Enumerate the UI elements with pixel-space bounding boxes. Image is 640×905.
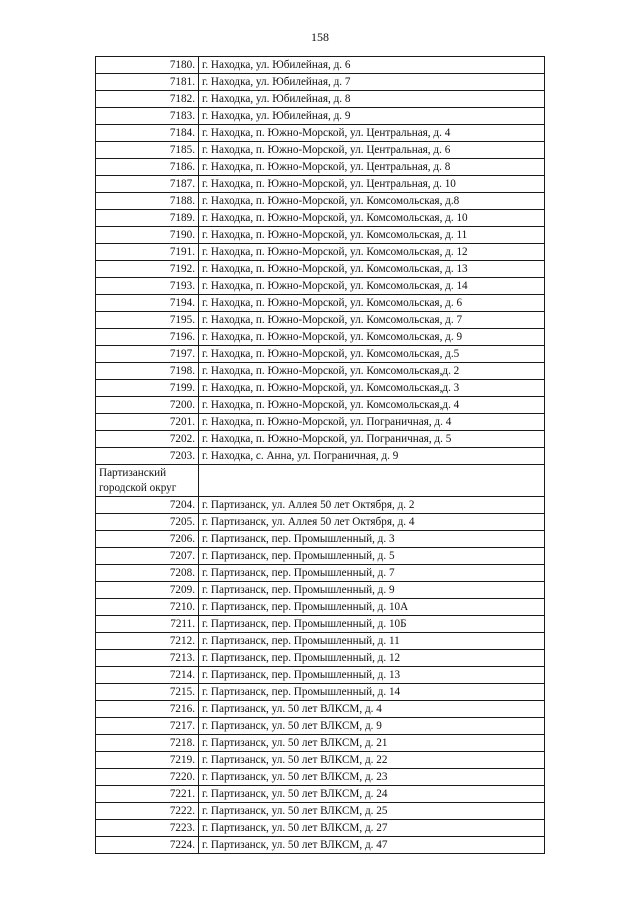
row-number: 7186. <box>96 159 199 176</box>
row-address: г. Находка, п. Южно-Морской, ул. Комсомольская, д.5 <box>199 346 545 363</box>
address-table-body-partizansk <box>96 497 545 854</box>
table-row <box>96 159 545 176</box>
row-number: 7212. <box>96 633 199 650</box>
table-row <box>96 176 545 193</box>
row-address: г. Партизанск, ул. 50 лет ВЛКСМ, д. 25 <box>199 803 545 820</box>
row-number: 7213. <box>96 650 199 667</box>
table-row <box>96 684 545 701</box>
row-number: 7183. <box>96 108 199 125</box>
row-number: 7197. <box>96 346 199 363</box>
table-row <box>96 363 545 380</box>
table-row <box>96 278 545 295</box>
row-address: г. Находка, ул. Юбилейная, д. 7 <box>199 74 545 91</box>
row-number: 7182. <box>96 91 199 108</box>
row-address: г. Партизанск, ул. 50 лет ВЛКСМ, д. 27 <box>199 820 545 837</box>
row-number: 7215. <box>96 684 199 701</box>
row-number: 7211. <box>96 616 199 633</box>
row-number: 7188. <box>96 193 199 210</box>
row-number: 7208. <box>96 565 199 582</box>
table-row <box>96 599 545 616</box>
section-row <box>96 465 545 497</box>
table-row <box>96 752 545 769</box>
row-address: г. Партизанск, пер. Промышленный, д. 9 <box>199 582 545 599</box>
row-number: 7202. <box>96 431 199 448</box>
row-number: 7192. <box>96 261 199 278</box>
row-number: 7185. <box>96 142 199 159</box>
table-row <box>96 514 545 531</box>
row-address: г. Партизанск, ул. 50 лет ВЛКСМ, д. 9 <box>199 718 545 735</box>
table-row <box>96 295 545 312</box>
row-address: г. Находка, ул. Юбилейная, д. 8 <box>199 91 545 108</box>
table-row <box>96 667 545 684</box>
row-number: 7195. <box>96 312 199 329</box>
table-row <box>96 193 545 210</box>
row-number: 7216. <box>96 701 199 718</box>
row-address: г. Находка, п. Южно-Морской, ул. Комсомольская, д. 9 <box>199 329 545 346</box>
row-number: 7224. <box>96 837 199 854</box>
row-number: 7207. <box>96 548 199 565</box>
row-address: г. Находка, п. Южно-Морской, ул. Комсомольская, д. 14 <box>199 278 545 295</box>
row-number: 7205. <box>96 514 199 531</box>
row-address: г. Находка, п. Южно-Морской, ул. Комсомольская, д. 10 <box>199 210 545 227</box>
table-row <box>96 718 545 735</box>
table-row <box>96 735 545 752</box>
row-number: 7220. <box>96 769 199 786</box>
row-address: г. Партизанск, ул. 50 лет ВЛКСМ, д. 4 <box>199 701 545 718</box>
table-row <box>96 803 545 820</box>
row-number: 7190. <box>96 227 199 244</box>
row-address: г. Партизанск, пер. Промышленный, д. 5 <box>199 548 545 565</box>
row-address: г. Партизанск, пер. Промышленный, д. 7 <box>199 565 545 582</box>
table-row <box>96 650 545 667</box>
table-row <box>96 261 545 278</box>
row-address: г. Партизанск, пер. Промышленный, д. 11 <box>199 633 545 650</box>
row-address: г. Партизанск, пер. Промышленный, д. 13 <box>199 667 545 684</box>
row-address: г. Находка, п. Южно-Морской, ул. Комсомольская, д. 11 <box>199 227 545 244</box>
row-number: 7198. <box>96 363 199 380</box>
page-number: 158 <box>311 30 329 44</box>
row-address: г. Находка, п. Южно-Морской, ул. Центральная, д. 6 <box>199 142 545 159</box>
row-address: г. Партизанск, ул. 50 лет ВЛКСМ, д. 22 <box>199 752 545 769</box>
row-address: г. Партизанск, пер. Промышленный, д. 12 <box>199 650 545 667</box>
table-row <box>96 414 545 431</box>
row-address: г. Находка, п. Южно-Морской, ул. Пограничная, д. 4 <box>199 414 545 431</box>
row-address: г. Партизанск, пер. Промышленный, д. 14 <box>199 684 545 701</box>
table-row <box>96 769 545 786</box>
row-number: 7196. <box>96 329 199 346</box>
row-number: 7221. <box>96 786 199 803</box>
table-row <box>96 380 545 397</box>
row-number: 7217. <box>96 718 199 735</box>
table-row <box>96 108 545 125</box>
row-address: г. Находка, п. Южно-Морской, ул. Комсомольская, д. 6 <box>199 295 545 312</box>
row-number: 7210. <box>96 599 199 616</box>
table-row <box>96 497 545 514</box>
row-address: г. Партизанск, пер. Промышленный, д. 10Б <box>199 616 545 633</box>
table-row <box>96 91 545 108</box>
table-row <box>96 548 545 565</box>
row-number: 7203. <box>96 448 199 465</box>
row-address: г. Находка, п. Южно-Морской, ул. Центральная, д. 8 <box>199 159 545 176</box>
table-row <box>96 531 545 548</box>
table-row <box>96 312 545 329</box>
row-address: г. Находка, п. Южно-Морской, ул. Комсомольская, д. 12 <box>199 244 545 261</box>
row-number: 7184. <box>96 125 199 142</box>
row-number: 7204. <box>96 497 199 514</box>
table-row <box>96 397 545 414</box>
row-address: г. Находка, ул. Юбилейная, д. 6 <box>199 57 545 74</box>
row-number: 7222. <box>96 803 199 820</box>
section-title: Партизанский городской округ <box>96 465 199 497</box>
row-address: г. Находка, п. Южно-Морской, ул. Пограничная, д. 5 <box>199 431 545 448</box>
table-row <box>96 74 545 91</box>
row-number: 7200. <box>96 397 199 414</box>
row-address: г. Партизанск, пер. Промышленный, д. 3 <box>199 531 545 548</box>
table-row <box>96 329 545 346</box>
row-address: г. Находка, п. Южно-Морской, ул. Комсомольская, д. 7 <box>199 312 545 329</box>
table-row <box>96 820 545 837</box>
row-number: 7180. <box>96 57 199 74</box>
table-row <box>96 210 545 227</box>
row-number: 7214. <box>96 667 199 684</box>
section-header-partizansk <box>96 465 545 497</box>
table-row <box>96 582 545 599</box>
table-row <box>96 448 545 465</box>
table-row <box>96 227 545 244</box>
section-empty-cell <box>199 465 545 497</box>
table-row <box>96 616 545 633</box>
row-address: г. Партизанск, ул. 50 лет ВЛКСМ, д. 23 <box>199 769 545 786</box>
row-address: г. Партизанск, ул. 50 лет ВЛКСМ, д. 47 <box>199 837 545 854</box>
row-address: г. Находка, п. Южно-Морской, ул. Комсомольская,д. 3 <box>199 380 545 397</box>
row-address: г. Находка, п. Южно-Морской, ул. Комсомольская,д. 4 <box>199 397 545 414</box>
row-address: г. Находка, п. Южно-Морской, ул. Комсомольская, д.8 <box>199 193 545 210</box>
row-number: 7187. <box>96 176 199 193</box>
table-row <box>96 125 545 142</box>
row-number: 7209. <box>96 582 199 599</box>
row-address: г. Находка, п. Южно-Морской, ул. Центральная, д. 4 <box>199 125 545 142</box>
row-number: 7194. <box>96 295 199 312</box>
table-row <box>96 57 545 74</box>
row-address: г. Находка, п. Южно-Морской, ул. Комсомольская,д. 2 <box>199 363 545 380</box>
row-address: г. Партизанск, пер. Промышленный, д. 10А <box>199 599 545 616</box>
row-number: 7223. <box>96 820 199 837</box>
row-number: 7181. <box>96 74 199 91</box>
address-table <box>95 56 545 854</box>
row-address: г. Находка, п. Южно-Морской, ул. Центральная, д. 10 <box>199 176 545 193</box>
row-address: г. Партизанск, ул. Аллея 50 лет Октября, д. 4 <box>199 514 545 531</box>
table-row <box>96 565 545 582</box>
row-address: г. Находка, п. Южно-Морской, ул. Комсомольская, д. 13 <box>199 261 545 278</box>
row-address: г. Партизанск, ул. 50 лет ВЛКСМ, д. 24 <box>199 786 545 803</box>
row-number: 7191. <box>96 244 199 261</box>
row-address: г. Партизанск, ул. Аллея 50 лет Октября, д. 2 <box>199 497 545 514</box>
table-row <box>96 786 545 803</box>
row-number: 7206. <box>96 531 199 548</box>
row-address: г. Находка, ул. Юбилейная, д. 9 <box>199 108 545 125</box>
table-row <box>96 346 545 363</box>
row-address: г. Партизанск, ул. 50 лет ВЛКСМ, д. 21 <box>199 735 545 752</box>
address-table-body-nakhodka <box>96 57 545 465</box>
table-row <box>96 701 545 718</box>
table-row <box>96 142 545 159</box>
row-number: 7218. <box>96 735 199 752</box>
row-address: г. Находка, с. Анна, ул. Пограничная, д. 9 <box>199 448 545 465</box>
row-number: 7201. <box>96 414 199 431</box>
table-row <box>96 837 545 854</box>
table-row <box>96 431 545 448</box>
table-row <box>96 244 545 261</box>
row-number: 7189. <box>96 210 199 227</box>
row-number: 7193. <box>96 278 199 295</box>
row-number: 7199. <box>96 380 199 397</box>
row-number: 7219. <box>96 752 199 769</box>
table-row <box>96 633 545 650</box>
